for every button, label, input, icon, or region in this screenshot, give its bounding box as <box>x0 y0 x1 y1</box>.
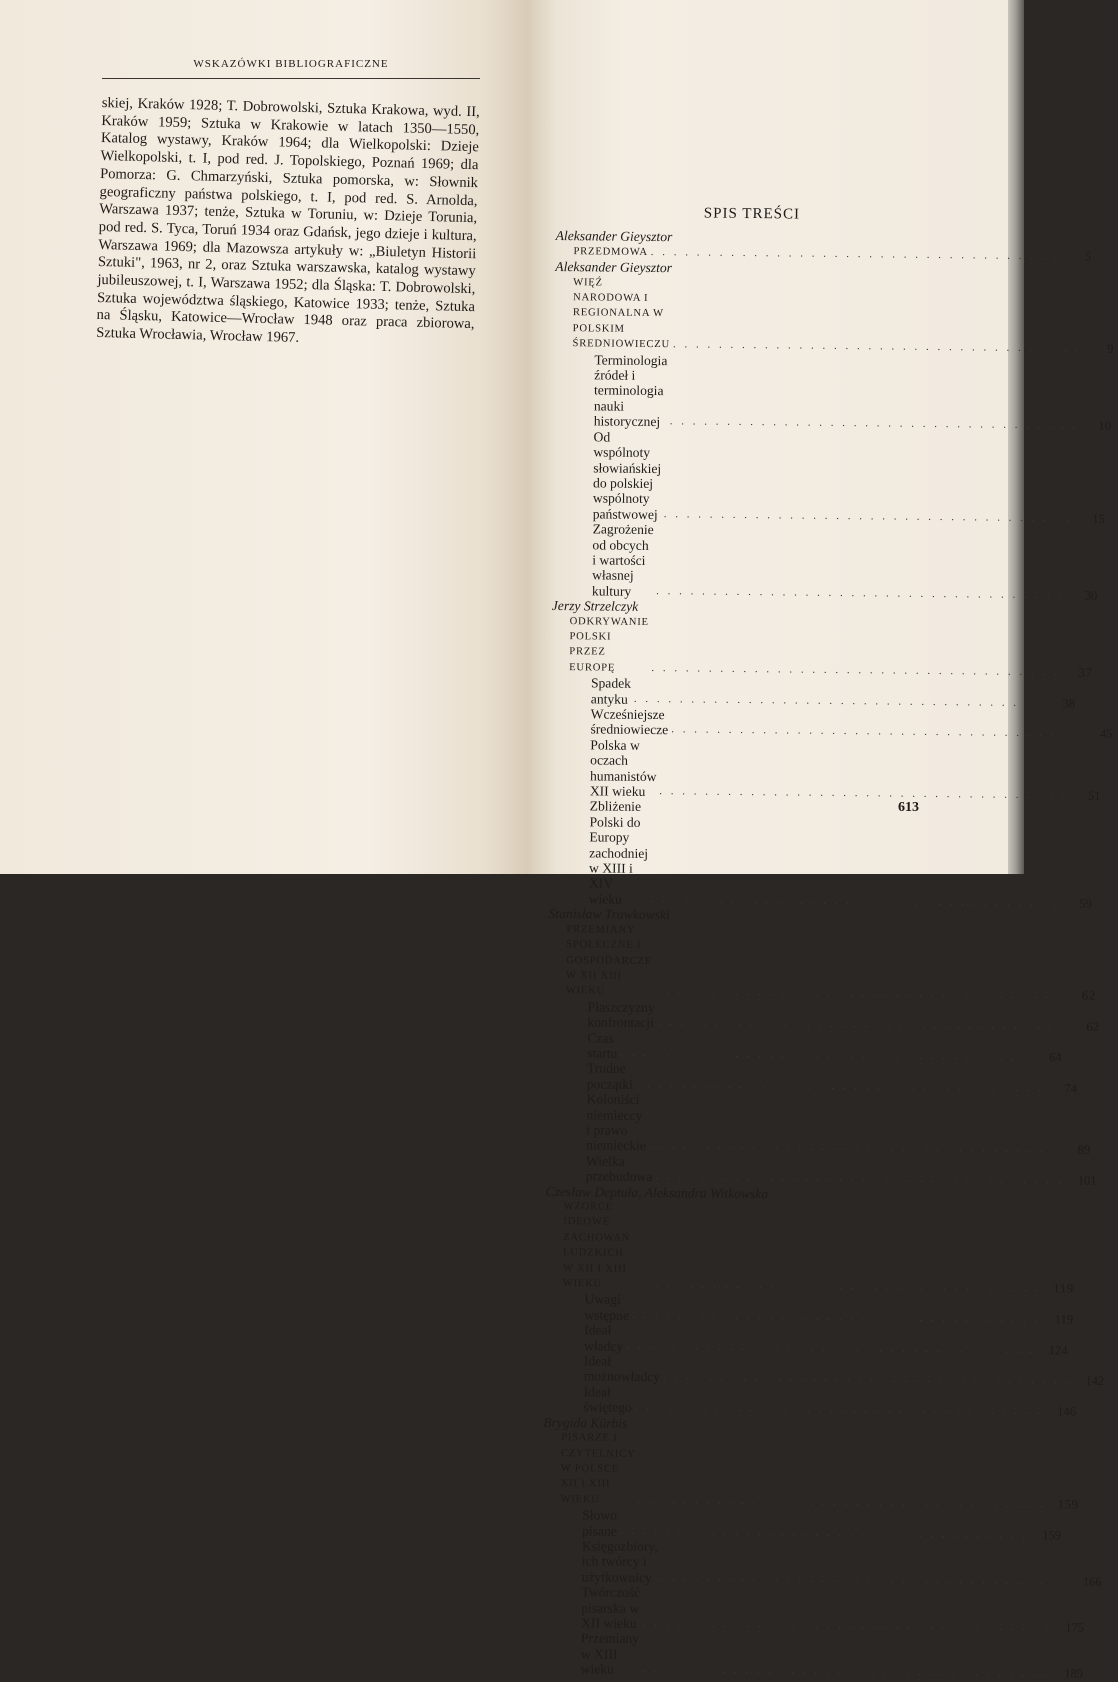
toc-subentry <box>546 1153 1097 1188</box>
toc-subentry <box>550 706 1113 742</box>
toc-subentry <box>549 798 1092 911</box>
toc-leader-dots: . . . . . . . . . . . . . . . . . . . . . . . . . . . . . . . . . . . . <box>619 1524 1029 1541</box>
toc-leader-dots: . . . . . . . . . . . . . . . . . . . . . . . . . . . . . . . . . . . . <box>651 661 1060 679</box>
toc-leader-dots: . . . . . . . . . . . . . . . . . . . . . . . . . . . . . . . . . . . . <box>648 1139 1058 1156</box>
toc-subentry <box>547 999 1099 1034</box>
toc-subentry <box>544 1322 1068 1358</box>
toc-page-number: 124 <box>1048 1342 1068 1358</box>
toc-entry-title: Ideał świętego <box>583 1384 632 1416</box>
header-rule <box>102 78 480 79</box>
toc-subentry <box>543 1384 1077 1419</box>
toc-subentry <box>544 1353 1105 1389</box>
toc-page-number: 51 <box>1087 788 1101 803</box>
toc-page-number: 64 <box>1048 1050 1062 1065</box>
table-of-contents <box>541 205 1115 1681</box>
toc-subentry <box>541 1584 1085 1635</box>
toc-leader-dots: . . . . . . . . . . . . . . . . . . . . . . . . . . . . . . . . . . . . <box>654 985 1063 1002</box>
toc-subentry <box>546 1091 1091 1158</box>
toc-page-number: 15 <box>1092 511 1106 526</box>
toc-page-number: 175 <box>1065 1620 1085 1635</box>
toc-author: Stanisław Trawkowski <box>548 906 670 923</box>
bibliography-paragraph: skiej, Kraków 1928; T. Dobrowolski, Sztuka Krakowa, wyd. II, Kraków 1959; Sztuka w Krakowie w latach 1350—1550, Katalog wystawy, Kraków 1964; dla Wielkopolski: Dzieje Wielkopolski, t. I, pod red. J. Topolskiego, Poznań 1969; dla Pomorza: G. Chmarzyński, Sztuka pomorska, w: Słownik geograficzny państwa polskiego, t. I, pod red. S. Arnolda, Warszawa 1937; tenże, Sztuka w Toruniu, w: Dzieje Torunia, pod red. S. Tyca, Toruń 1934 oraz Gdańsk, jego dzieje i kultura, Warszawa 1969; dla Mazowsza artykuły w: „Biuletyn Historii Sztuki", 1963, nr 2, oraz Sztuka warszawska, katalog wystawy jubileuszowej, t. I, Warszawa 1952; dla Śląska: T. Dobrowolski, Sztuka województwa śląskiego, Katowice 1933; tenże, Sztuka na Śląsku, Katowice—Wrocław 1948 oraz praca zbiorowa, Sztuka Wrocławia, Wrocław 1967. <box>95 95 480 347</box>
toc-leader-dots: . . . . . . . . . . . . . . . . . . . . . . . . . . . . . . . . . . . . <box>641 1663 1051 1680</box>
toc-entry-title: Księgozbiory, ich twórcy i użytkownicy <box>581 1538 658 1585</box>
toc-page-number: 62 <box>1081 988 1096 1004</box>
toc-page-number: 59 <box>1079 896 1092 911</box>
toc-section-entry <box>548 922 1096 1004</box>
running-head: WSKAZÓWKI BIBLIOGRAFICZNE <box>193 58 389 70</box>
toc-entry-title: Od wspólnoty słowiańskiej do polskiej wspólnoty państwowej <box>592 429 662 522</box>
toc-leader-dots: . . . . . . . . . . . . . . . . . . . . . . . . . . . . . . . . . . . . <box>650 245 1060 263</box>
toc-section-entry <box>545 1199 1075 1296</box>
toc-page-number: 89 <box>1077 1142 1091 1158</box>
toc-subentry <box>551 675 1076 711</box>
toc-entry-title: Płaszczyzny konfrontacji <box>587 999 655 1031</box>
toc-page-number: 10 <box>1098 418 1112 434</box>
toc-entry-title: Koloniści niemieccy i prawo niemieckie <box>586 1091 646 1154</box>
toc-page-number: 142 <box>1085 1374 1105 1389</box>
toc-page-number: 159 <box>1057 1497 1079 1512</box>
toc-entry-title: Terminologia źródeł i terminologia nauki historycznej <box>593 352 668 430</box>
page-number: 613 <box>898 800 919 815</box>
toc-entry-title: Uwagi wstępne <box>584 1291 630 1323</box>
toc-leader-dots: . . . . . . . . . . . . . . . . . . . . . . . . . . . . . . . . . . . . <box>656 584 1065 602</box>
toc-section-entry <box>542 1430 1079 1512</box>
toc-page-number: 101 <box>1077 1173 1097 1188</box>
toc-leader-dots: . . . . . . . . . . . . . . . . . . . . . . . . . . . . . . . . . . . . <box>657 1016 1066 1033</box>
toc-entry-title: Polska w oczach humanistów XII wieku <box>589 737 657 799</box>
toc-leader-dots: . . . . . . . . . . . . . . . . . . . . . . . . . . . . . . . . . . . . <box>671 723 1080 740</box>
toc-entry-title: ODKRYWANIE POLSKI PRZEZ EUROPĘ <box>569 615 649 674</box>
toc-leader-dots: . . . . . . . . . . . . . . . . . . . . . . . . . . . . . . . . . . . . <box>642 1616 1052 1634</box>
toc-leader-dots: . . . . . . . . . . . . . . . . . . . . . . . . . . . . . . . . . . . . <box>634 1401 1044 1418</box>
bibliography-text <box>96 95 480 352</box>
toc-page-number: 37 <box>1078 665 1093 680</box>
toc-entry-title: Ideał władcy <box>583 1322 624 1354</box>
toc-subentry <box>542 1507 1062 1542</box>
toc-leader-dots: . . . . . . . . . . . . . . . . . . . . . . . . . . . . . . . . . . . . <box>660 1570 1069 1588</box>
toc-subentry <box>550 737 1101 803</box>
toc-subentry <box>547 1060 1078 1096</box>
toc-subentry <box>541 1630 1084 1681</box>
toc-entry-title: Słowo pisane <box>582 1507 618 1539</box>
toc-leader-dots: . . . . . . . . . . . . . . . . . . . . . . . . . . . . . . . . . . . . <box>672 338 1082 355</box>
toc-leader-dots: . . . . . . . . . . . . . . . . . . . . . . . . . . . . . . . . . . . . <box>663 507 1073 525</box>
toc-page-number: 146 <box>1057 1404 1077 1419</box>
toc-page-number: 9 <box>1107 342 1115 357</box>
toc-page-number: 189 <box>1064 1666 1084 1681</box>
toc-page-number: 119 <box>1054 1312 1074 1327</box>
toc-entry-title: Zagrożenie od obcych i wartości własnej kultury <box>591 521 654 599</box>
toc-leader-dots: . . . . . . . . . . . . . . . . . . . . . . . . . . . . . . . . . . . . <box>635 1077 1045 1094</box>
toc-leader-dots: . . . . . . . . . . . . . . . . . . . . . . . . . . . . . . . . . . . . <box>637 1493 1046 1510</box>
toc-leader-dots: . . . . . . . . . . . . . . . . . . . . . . . . . . . . . . . . . . . . <box>632 1277 1042 1295</box>
toc-author: Aleksander Gieysztor <box>555 228 673 245</box>
toc-page-number: 45 <box>1099 727 1113 742</box>
toc-entry-title: Wielka przebudowa <box>585 1153 653 1185</box>
toc-author: Brygida Kürbis <box>543 1414 628 1431</box>
toc-entry-title: Ideał możnowładcy <box>583 1353 661 1385</box>
toc-subentry <box>554 352 1112 434</box>
toc-subentry <box>544 1291 1074 1327</box>
left-page <box>0 0 528 874</box>
toc-page-number: 30 <box>1084 588 1098 603</box>
toc-entry-title: Czas startu <box>587 1029 618 1061</box>
toc-leader-dots: . . . . . . . . . . . . . . . . . . . . . . . . . . . . . . . . . . . . <box>626 1339 1035 1356</box>
toc-leader-dots: . . . . . . . . . . . . . . . . . . . . . . . . . . . . . . . . . . . . <box>620 1046 1029 1063</box>
toc-entry-title: Zbliżenie Polski do Europy zachodniej w XIII i XIV wieku <box>588 798 649 907</box>
toc-leader-dots: . . . . . . . . . . . . . . . . . . . . . . . . . . . . . . . . . . . . <box>650 892 1059 910</box>
toc-title: SPIS TREŚCI <box>703 205 801 223</box>
toc-page-number: 119 <box>1053 1281 1075 1296</box>
toc-subentry <box>553 429 1106 526</box>
toc-leader-dots: . . . . . . . . . . . . . . . . . . . . . . . . . . . . . . . . . . . . <box>659 785 1068 802</box>
toc-entry-title: Przemiany w XIII wieku <box>580 1630 640 1677</box>
toc-leader-dots: . . . . . . . . . . . . . . . . . . . . . . . . . . . . . . . . . . . . <box>631 1308 1041 1325</box>
toc-entry-title: PRZEDMOWA <box>573 245 648 258</box>
toc-page-number: 38 <box>1062 695 1076 711</box>
toc-author: Jerzy Strzelczyk <box>551 598 639 615</box>
toc-section-entry <box>554 275 1115 357</box>
toc-author: Aleksander Gieysztor <box>555 259 673 276</box>
toc-page-number: 159 <box>1042 1527 1062 1542</box>
toc-leader-dots: . . . . . . . . . . . . . . . . . . . . . . . . . . . . . . . . . . . . <box>655 1170 1064 1187</box>
toc-subentry <box>542 1538 1102 1589</box>
toc-entry-title: Spadek antyku <box>590 675 632 707</box>
toc-leader-dots: . . . . . . . . . . . . . . . . . . . . . . . . . . . . . . . . . . . . <box>669 415 1079 432</box>
toc-leader-dots: . . . . . . . . . . . . . . . . . . . . . . . . . . . . . . . . . . . . <box>662 1370 1072 1387</box>
toc-entry-title: WZORCE IDEOWE ZACHOWAŃ LUDZKICH W XII I XIII WIEKU <box>562 1201 631 1290</box>
book-cover-edge <box>1008 0 1024 874</box>
toc-entry-title: PISARZE I CZYTELNICY W POLSCE XII I XIII WIEKU <box>560 1432 636 1506</box>
toc-section-entry <box>551 614 1093 680</box>
toc-leader-dots: . . . . . . . . . . . . . . . . . . . . . . . . . . . . . . . . . . . . <box>633 692 1043 709</box>
toc-entry-title: Wcześniejsze średniowiecze <box>590 706 669 738</box>
toc-page-number: 62 <box>1086 1019 1099 1034</box>
toc-entry-title: Trudne początki <box>586 1060 633 1092</box>
toc-entry-title: Twórczość pisarska w XII wieku <box>581 1584 641 1631</box>
toc-page-number: 74 <box>1064 1081 1078 1096</box>
toc-subentry <box>552 521 1098 603</box>
toc-subentry <box>547 1029 1062 1065</box>
toc-page-number: 166 <box>1082 1574 1102 1589</box>
toc-page-number: 5 <box>1084 249 1093 264</box>
toc-entry-title: WIĘŹ NARODOWA I REGIONALNA W POLSKIM ŚREDNIOWIECZU <box>572 276 671 351</box>
toc-author: Czesław Deptuła, Aleksandra Witkowska <box>545 1183 769 1201</box>
toc-entry-title: PRZEMIANY SPOŁECZNE I GOSPODARCZE W XII XIII WIEKU <box>565 923 653 997</box>
